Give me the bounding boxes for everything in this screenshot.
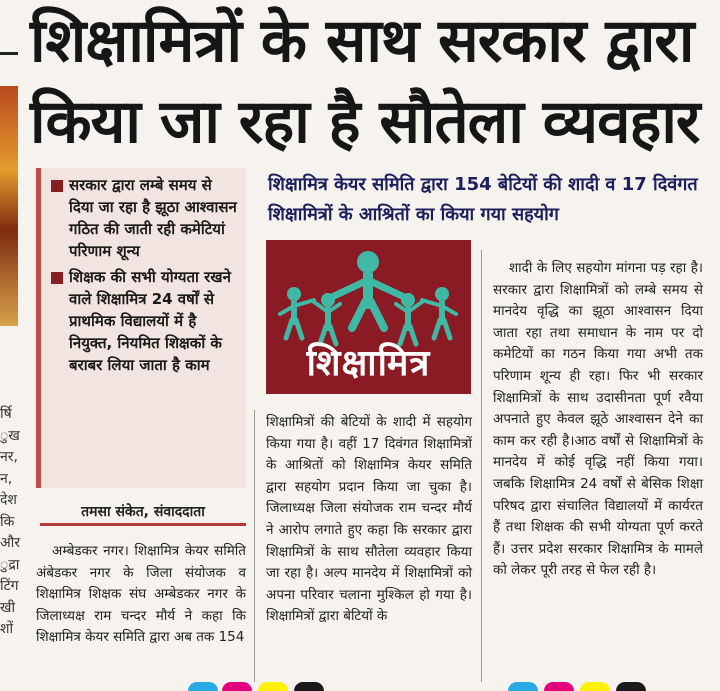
highlights-box: [36, 168, 246, 488]
article-column-2: [266, 412, 472, 628]
fragment-line: शों: [0, 621, 14, 637]
registration-mark: [616, 682, 646, 691]
registration-mark: [258, 682, 288, 691]
subheadline: शिक्षामित्र केयर समिति द्वारा 154 बेटियों की शादी व 17 दिवंगत शिक्षामित्रों के आश्रितों का किया गया सहयोग: [268, 174, 698, 225]
print-registration-marks: [0, 682, 720, 691]
highlight-item: सरकार द्वारा लम्बे समय से दिया जा रहा है झूठा आश्वासन गठित की जाती रही कमेटियां परिणाम शून्य: [51, 174, 238, 262]
fragment-line: टिंग: [0, 578, 19, 594]
registration-mark: [544, 682, 574, 691]
headline-line-1: शिक्षामित्रों के साथ सरकार द्वारा: [30, 6, 694, 76]
fragment-line: कि: [0, 513, 15, 530]
article-column-3: [493, 258, 703, 582]
shikshamitra-logo: [266, 240, 471, 394]
article-column-1: [36, 541, 246, 649]
headline-line-2: किया जा रहा है सौतेला व्यवहार: [30, 87, 700, 157]
fragment-line: खी: [0, 599, 16, 616]
byline: तमसा संकेत, संवाददाता: [81, 504, 205, 520]
fragment-line: ुद्रा: [0, 556, 20, 573]
adjacent-photo-fragment: [0, 86, 18, 326]
fragment-line: नर,: [0, 449, 18, 465]
registration-mark: [222, 682, 252, 691]
article-paragraph: शादी के लिए सहयोग मांगना पड़ रहा है। सरकार द्वारा शिक्षामित्रों को लम्बे समय से मानदेय वृद्धि का झूठा आश्वासन दिया जाता रहा तथा समाधान के नाम पर दो कमेटियों का गठन किया गया अभी तक परिणाम शून्य ही रहा। फिर भी सरकार शिक्षामित्रों के साथ उदासीनता पूर्ण रवैया अपनाते हुए केवल झूठे आश्वासन देने का काम कर रही है।आठ वर्षों से शिक्षामित्रों के मानदेय में कोई वृद्धि नहीं किया गया। जबकि शिक्षामित्र 24 वर्षों से बेसिक शिक्षा परिषद द्वारा संचालित विद्यालयों में कार्यरत हैं तथा शिक्षक की सभी योग्यता पूर्ण करते हैं। उत्तर प्रदेश सरकार शिक्षामित्र के मामले को लेकर पूरी तरह से फेल रही है।: [493, 260, 703, 579]
column-divider: [254, 410, 255, 682]
highlight-item: शिक्षक की सभी योग्यता रखने वाले शिक्षामित्र 24 वर्षों से प्राथमिक विद्यालयों में है नियुक्त, नियमित शिक्षकों के बराबर लिया जाता है काम: [51, 266, 238, 376]
adjacent-article-fragment: [0, 404, 22, 641]
registration-mark: [508, 682, 538, 691]
column-marker: [0, 52, 18, 55]
registration-mark: [188, 682, 218, 691]
fragment-line: और: [0, 535, 21, 551]
byline-divider: [40, 523, 246, 526]
logo-text: शिक्षामित्र: [306, 343, 431, 384]
fragment-line: न,: [0, 470, 13, 487]
column-divider: [481, 250, 482, 682]
article-paragraph: अम्बेडकर नगर। शिक्षामित्र केयर समिति अंबेडकर नगर के जिला संयोजक व शिक्षामित्र शिक्षक संघ अम्बेडकर नगर के जिलाध्यक्ष राम चन्दर मौर्य ने कहा कि शिक्षामित्र केयर समिति द्वारा अब तक 154: [36, 543, 246, 646]
article-paragraph: शिक्षामित्रों की बेटियों के शादी में सहयोग किया गया है। वहीं 17 दिवंगत शिक्षामित्रों के आश्रितों को शिक्षामित्र केयर समिति द्वारा सहयोग प्रदान किया जा चुका है। जिलाध्यक्ष जिला संयोजक राम चन्दर मौर्य ने आरोप लगाते हुए कहा कि सरकार द्वारा शिक्षामित्रों के साथ सौतेला व्यवहार किया जा रहा है। अल्प मानदेय में शिक्षामित्रों को अपना परिवार चलाना मुश्किल हो गया है। शिक्षामित्रों द्वारा बेटियों के: [266, 414, 472, 625]
registration-mark: [294, 682, 324, 691]
fragment-line: देश: [0, 492, 17, 508]
fragment-line: ुख: [0, 427, 20, 444]
registration-mark: [580, 682, 610, 691]
fragment-line: र्षि: [0, 406, 12, 422]
